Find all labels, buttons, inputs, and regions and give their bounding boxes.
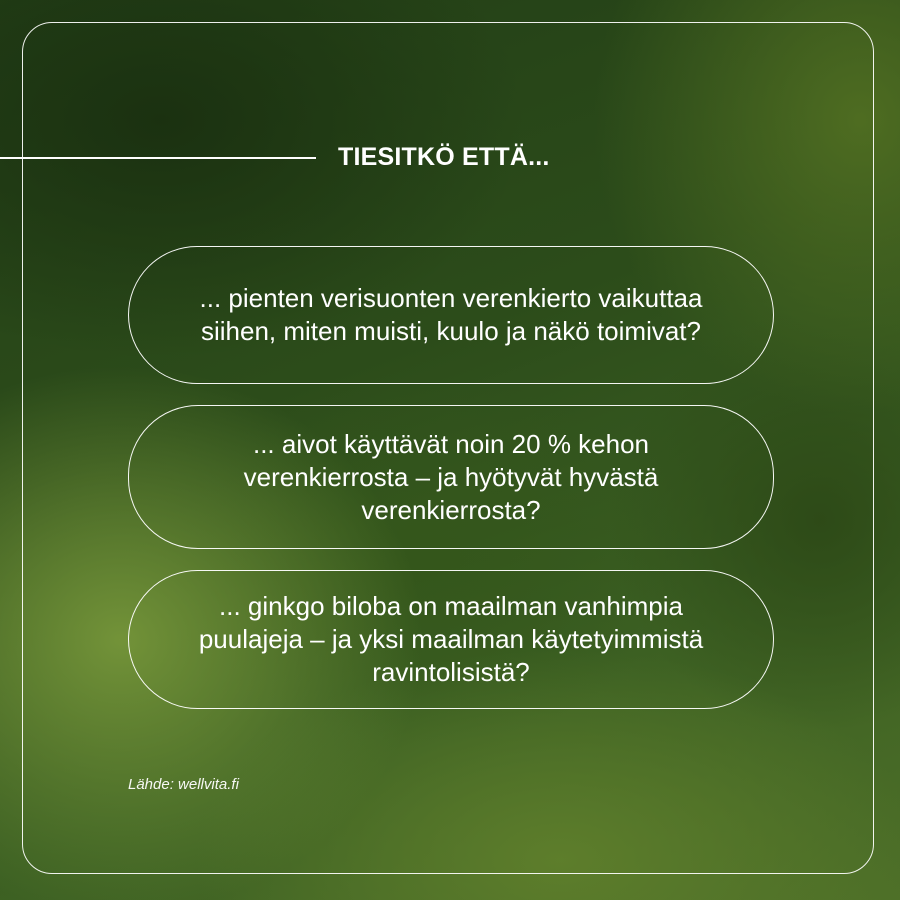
fact-text-1: ... pienten verisuonten verenkierto vaikuttaa siihen, miten muisti, kuulo ja näkö toimivat? [199, 283, 703, 346]
fact-text-3: ... ginkgo biloba on maailman vanhimpia puulajeja – ja yksi maailman käytetyimmistä ravintolisistä? [198, 591, 704, 687]
fact-bubble-1 [128, 246, 774, 384]
fact-text-2: ... aivot käyttävät noin 20 % kehon verenkierrosta – ja hyötyvät hyvästä verenkierrosta? [243, 428, 659, 525]
source-credit: Lähde: wellvita.fi [128, 776, 239, 793]
fact-bubble-3 [128, 570, 774, 709]
header-title: TIESITKÖ ETTÄ... [338, 143, 550, 171]
header-divider-line [0, 157, 316, 159]
fact-bubble-2 [128, 405, 774, 549]
